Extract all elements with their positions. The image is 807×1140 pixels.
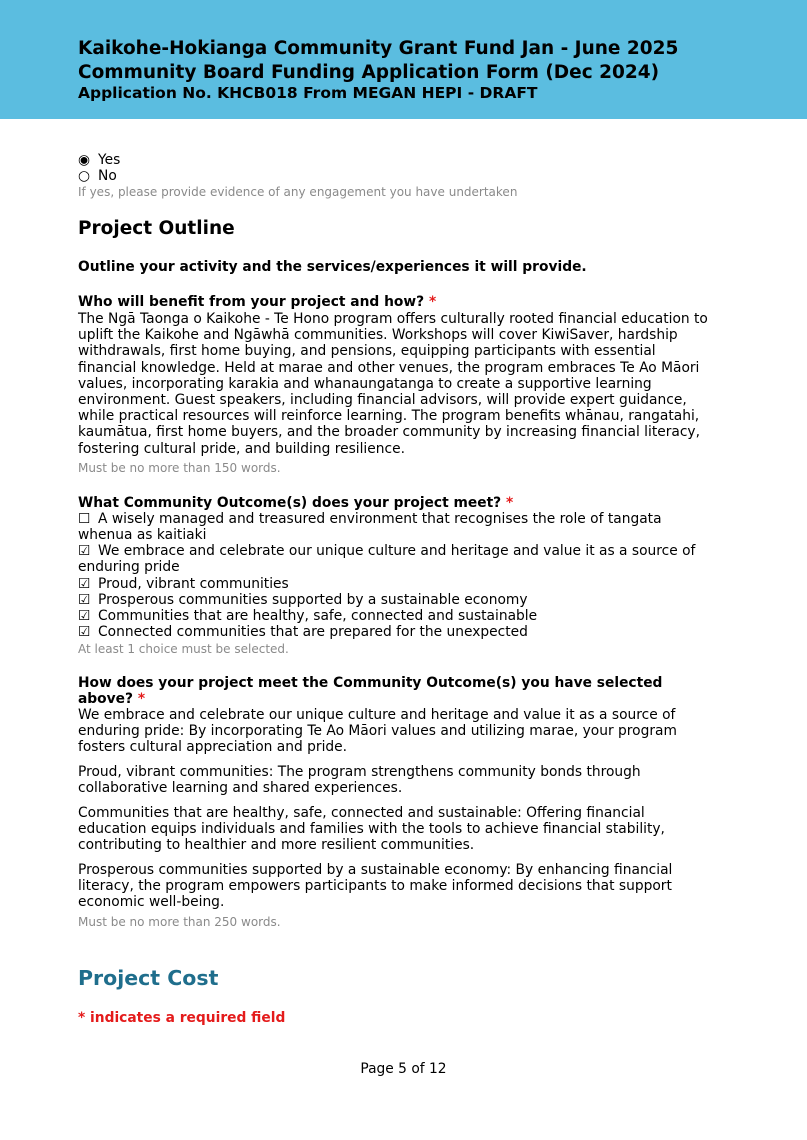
benefit-word-limit-hint: Must be no more than 150 words.	[78, 461, 281, 475]
required-marker: *	[506, 495, 514, 511]
outcome-checkbox-prosperous[interactable]	[78, 592, 718, 608]
how-paragraph-3: Communities that are healthy, safe, connected and sustainable: Offering financial education equips individuals and families with the tools to achieve financial stability, contributing to healthier and more resilient communities.	[78, 805, 665, 854]
benefit-answer: The Ngā Taonga o Kaikohe - Te Hono program offers culturally rooted financial education to uplift the Kaikohe and Ngāwhā communities. Workshops will cover KiwiSaver, hardship withdrawals, first home buying, and pensions, equipping participants with essential financial knowledge. Held at marae and other venues, the program embraces Te Ao Māori values, incorporating karakia and whanaungatanga to create a supportive learning environment. Guest speakers, including financial advisors, will provide expert guidance, while practical resources will reinforce learning. The program benefits whānau, rangatahi, kaumātua, first home buyers, and the broader community by increasing financial literacy, fostering cultural pride, and building resilience.	[78, 311, 708, 457]
outcome-label: A wisely managed and treasured environment that recognises the role of tangata whenua as kaitiaki	[78, 511, 662, 544]
outline-intro: Outline your activity and the services/experiences it will provide.	[78, 259, 587, 275]
checkbox-empty-icon: ☐	[78, 511, 91, 527]
how-paragraph-1: We embrace and celebrate our unique culture and heritage and value it as a source of enduring pride: By incorporating Te Ao Māori values and utilizing marae, your program fosters cultural appreciation and pride.	[78, 707, 677, 756]
outcome-label: Connected communities that are prepared for the unexpected	[98, 624, 528, 640]
required-marker: *	[428, 294, 437, 310]
required-marker: *	[137, 691, 146, 707]
section-title-project-cost: Project Cost	[78, 966, 219, 990]
checkbox-checked-icon: ☑	[78, 624, 91, 640]
radio-label-yes: Yes	[98, 152, 121, 168]
outcome-checkbox-environment[interactable]	[78, 511, 678, 543]
required-field-note: * indicates a required field	[78, 1010, 286, 1026]
page-number: Page 5 of 12	[360, 1061, 447, 1077]
outcome-checkbox-connected[interactable]	[78, 624, 718, 640]
benefit-question-text: Who will benefit from your project and how?	[78, 294, 425, 310]
page-header	[0, 0, 807, 119]
checkbox-checked-icon: ☑	[78, 608, 91, 624]
radio-label-no: No	[98, 168, 117, 184]
radio-selected-icon: ◉	[78, 152, 91, 168]
outcomes-question-text: What Community Outcome(s) does your project meet?	[78, 495, 502, 511]
how-question-text: How does your project meet the Community Outcome(s) you have selected above?	[78, 675, 663, 707]
benefit-question	[78, 294, 436, 310]
how-paragraph-2: Proud, vibrant communities: The program strengthens community bonds through collaborative learning and shared experiences.	[78, 764, 641, 797]
checkbox-checked-icon: ☑	[78, 543, 91, 559]
header-application-number: Application No. KHCB018 From MEGAN HEPI - DRAFT	[78, 84, 538, 102]
outcomes-question	[78, 495, 513, 511]
outcome-checkbox-proud[interactable]	[78, 576, 718, 592]
checkbox-checked-icon: ☑	[78, 592, 91, 608]
outcome-label: Proud, vibrant communities	[98, 576, 289, 592]
outcome-label: We embrace and celebrate our unique culture and heritage and value it as a source of enduring pride	[78, 543, 696, 576]
how-paragraph-4: Prosperous communities supported by a sustainable economy: By enhancing financial literacy, the program empowers participants to make informed decisions that support economic well-being.	[78, 862, 673, 911]
radio-option-yes[interactable]	[78, 152, 120, 168]
checkbox-checked-icon: ☑	[78, 576, 91, 592]
outcomes-hint: At least 1 choice must be selected.	[78, 642, 289, 656]
how-word-limit-hint: Must be no more than 250 words.	[78, 915, 281, 929]
outcome-checkbox-healthy[interactable]	[78, 608, 718, 624]
header-form-name: Community Board Funding Application Form (Dec 2024)	[78, 62, 660, 83]
section-title-project-outline: Project Outline	[78, 218, 235, 239]
outcome-checkbox-culture[interactable]	[78, 543, 703, 575]
outcome-label: Communities that are healthy, safe, connected and sustainable	[98, 608, 538, 624]
header-title: Kaikohe-Hokianga Community Grant Fund Jan - June 2025	[78, 38, 679, 59]
engagement-hint: If yes, please provide evidence of any engagement you have undertaken	[78, 185, 518, 199]
radio-option-no[interactable]	[78, 168, 117, 184]
outcome-label: Prosperous communities supported by a sustainable economy	[98, 592, 528, 608]
radio-empty-icon: ○	[78, 168, 91, 184]
how-question	[78, 675, 678, 707]
